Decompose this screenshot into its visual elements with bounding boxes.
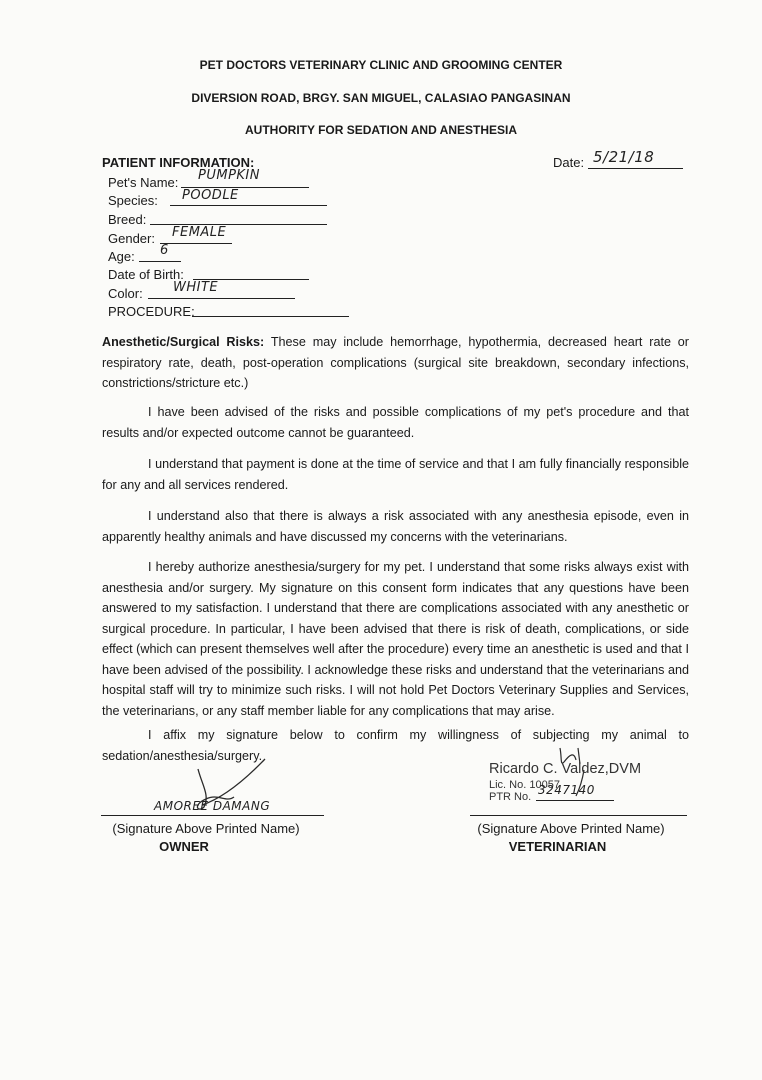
paragraph-anesthesia-risk: I understand also that there is always a risk associated with any anesthesia episode, even in apparently healthy animals and have discussed my concerns with the veterinarians. bbox=[102, 509, 689, 544]
vet-license-number: Lic. No. 10057 bbox=[489, 779, 560, 791]
date-value: 5/21/18 bbox=[593, 148, 655, 166]
paragraph-affix-signature: I affix my signature below to confirm my willingness of subjecting my animal to sedation/anesthesia/surgery. bbox=[102, 728, 689, 763]
gender-label: Gender: bbox=[108, 231, 155, 246]
vet-signature-caption: (Signature Above Printed Name) bbox=[477, 821, 665, 836]
breed-label: Breed: bbox=[108, 212, 147, 227]
dob-label: Date of Birth: bbox=[108, 267, 184, 282]
patient-info-title: PATIENT INFORMATION: bbox=[102, 155, 255, 170]
owner-role: OWNER bbox=[159, 839, 209, 854]
form-title: AUTHORITY FOR SEDATION AND ANESTHESIA bbox=[244, 123, 517, 137]
paragraph-authorization: I hereby authorize anesthesia/surgery for my pet. I understand that some risks always exist with anesthesia and/or surgery. My signature on this consent form indicates that any questions have been answered to my satisfaction. I understand that there are complications associated with any anesthetic or surgical procedure. In particular, I have been advised that there is risk of death, complications, or side effect (which can present themselves well after the procedure) every time an anesthetic is used and that I have been advised of the possibility. I acknowledge these risks and understand that the veterinarians and hospital staff will try to minimize such risks. I will not hold Pet Doctors Veterinary Supplies and Services, the veterinarians, or any staff member liable for any complications that may arise. bbox=[102, 560, 689, 718]
risks-label: Anesthetic/Surgical Risks: bbox=[102, 335, 265, 349]
age-value: 6 bbox=[160, 243, 169, 258]
risks-text: These may include hemorrhage, hypothermia, decreased heart rate or respiratory rate, death, post-operation complications (surgical site breakdown, secondary infections, constrictions/stricture etc.) bbox=[102, 335, 690, 390]
gender-line bbox=[160, 243, 232, 244]
vet-signature-line bbox=[470, 815, 687, 816]
paragraph-payment: I understand that payment is done at the time of service and that I am fully financially responsible for any and all services rendered. bbox=[102, 457, 689, 492]
pet-name-value: PUMPKIN bbox=[198, 168, 260, 183]
gender-value: FEMALE bbox=[172, 225, 227, 240]
procedure-line bbox=[192, 316, 349, 317]
clinic-name: PET DOCTORS VETERINARY CLINIC AND GROOMING CENTER bbox=[199, 58, 563, 72]
risks-paragraph bbox=[102, 332, 689, 394]
procedure-label: PROCEDURE: bbox=[108, 304, 195, 319]
color-line bbox=[148, 298, 295, 299]
vet-ptr-label: PTR No. bbox=[489, 791, 532, 803]
date-line bbox=[588, 168, 683, 169]
species-value: POODLE bbox=[182, 188, 239, 203]
clinic-address: DIVERSION ROAD, BRGY. SAN MIGUEL, CALASIAO PANGASINAN bbox=[191, 91, 571, 105]
date-label: Date: bbox=[553, 155, 585, 170]
vet-ptr-line bbox=[536, 800, 614, 801]
vet-role: VETERINARIAN bbox=[508, 839, 607, 854]
owner-printed-name: AMOREE DAMANG bbox=[154, 799, 271, 813]
color-label: Color: bbox=[108, 286, 143, 301]
age-line bbox=[139, 261, 181, 262]
color-value: WHITE bbox=[173, 280, 219, 295]
owner-signature-caption: (Signature Above Printed Name) bbox=[112, 821, 300, 836]
age-label: Age: bbox=[108, 249, 135, 264]
pet-name-label: Pet's Name: bbox=[108, 175, 179, 190]
species-line bbox=[170, 205, 327, 206]
paragraph-advised-risks: I have been advised of the risks and possible complications of my pet's procedure and that results and/or expected outcome cannot be guaranteed. bbox=[102, 405, 689, 440]
species-label: Species: bbox=[108, 193, 158, 208]
owner-signature-line bbox=[101, 815, 324, 816]
vet-ptr-value: 3247140 bbox=[538, 783, 595, 797]
vet-stamp-name: Ricardo C. Valdez,DVM bbox=[489, 761, 642, 777]
